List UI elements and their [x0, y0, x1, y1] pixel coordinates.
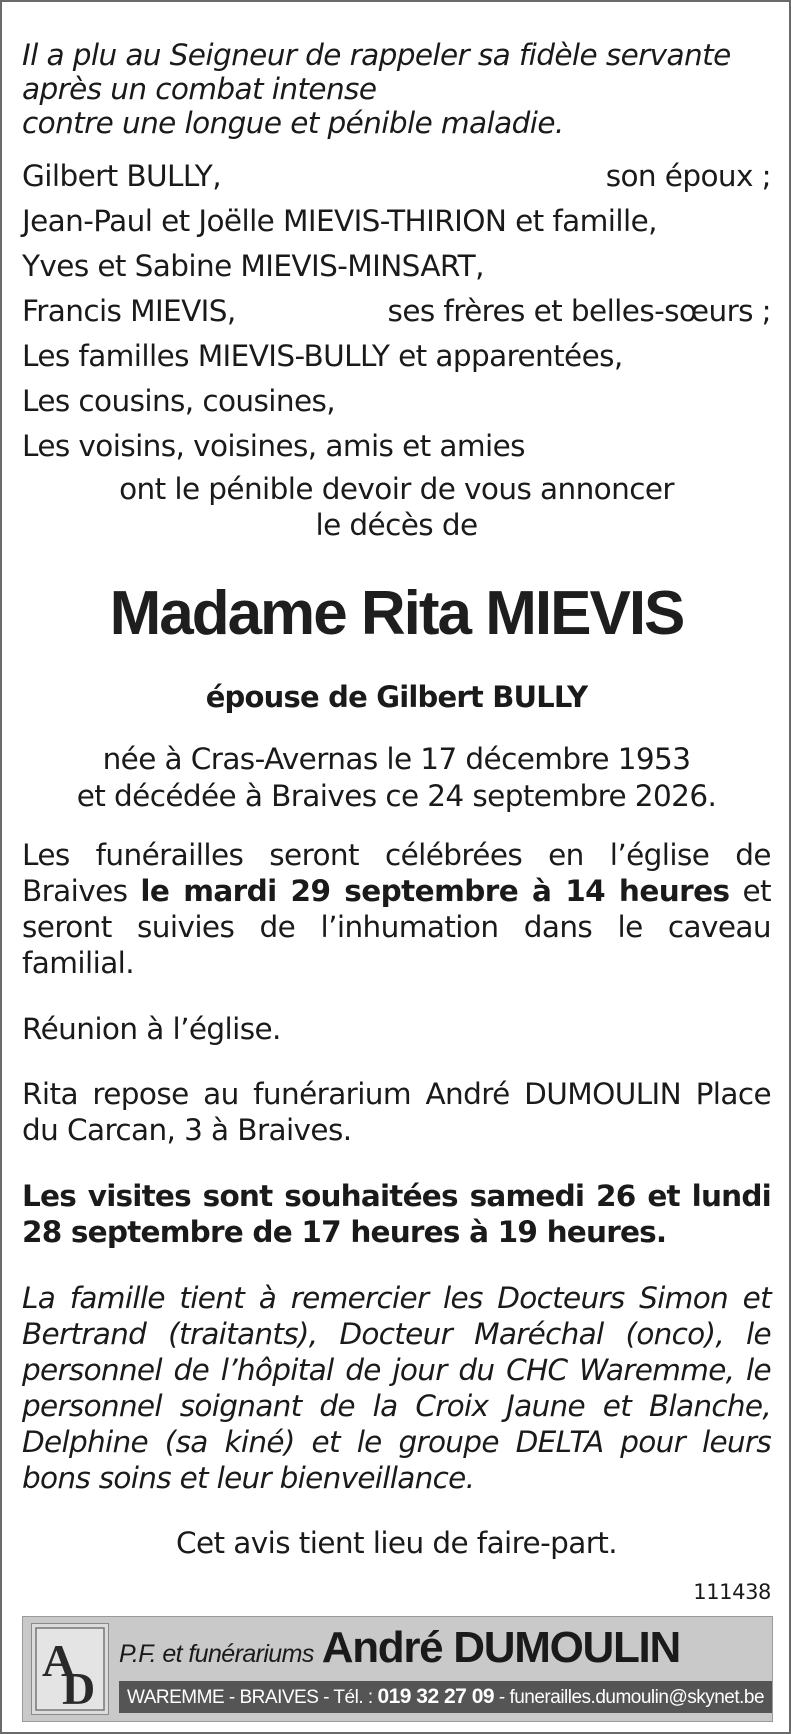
- ad-logo-icon: [32, 1624, 108, 1714]
- svg-text:D: D: [62, 1663, 96, 1714]
- funeral-home-logo: [31, 1623, 109, 1715]
- deceased-name: Madame Rita MIEVIS: [109, 579, 684, 648]
- life-dates: [22, 741, 771, 815]
- family-relation: son époux ;: [605, 159, 771, 193]
- funeral-date-time: le mardi 29 septembre à 14 heures: [140, 874, 730, 908]
- family-name: Francis MIEVIS,: [22, 294, 236, 328]
- announcement: [22, 471, 771, 543]
- svg-text:A: A: [42, 1635, 76, 1686]
- family-name: Les familles MIEVIS-BULLY et apparentées,: [22, 339, 623, 373]
- family-name: Jean-Paul et Joëlle MIEVIS-THIRION et famille,: [22, 204, 657, 238]
- family-row: [22, 334, 771, 379]
- contact-locations: WAREMME - BRAIVES -: [127, 1687, 334, 1708]
- family-name: Gilbert BULLY,: [22, 159, 221, 193]
- repose-paragraph: Rita repose au funérarium André DUMOULIN Place du Carcan, 3 à Braives.: [22, 1077, 771, 1147]
- funeral-paragraph: [22, 837, 771, 981]
- family-row: [22, 424, 771, 469]
- visits-paragraph: Les visites sont souhaitées samedi 26 et lundi 28 septembre de 17 heures à 19 heures.: [22, 1178, 771, 1249]
- family-name: Les cousins, cousines,: [22, 384, 336, 418]
- reunion-paragraph: Réunion à l’église.: [22, 1011, 281, 1046]
- intro-line: après un combat intense: [22, 72, 377, 106]
- funeral-text-start: Les funérailles seront célébrées en l’église de Braives: [22, 838, 771, 908]
- family-row: [22, 289, 771, 334]
- funeral-home-title: [119, 1623, 680, 1673]
- funeral-home-prefix: P.F. et funérariums: [119, 1640, 314, 1668]
- family-row: [22, 199, 771, 244]
- family-name: Yves et Sabine MIEVIS-MINSART,: [22, 249, 484, 283]
- funeral-home-banner: [22, 1616, 773, 1722]
- notice-body: [22, 38, 771, 1561]
- contact-separator: -: [494, 1687, 510, 1708]
- family-row: [22, 154, 771, 199]
- announcement-line: ont le pénible devoir de vous annoncer: [119, 472, 674, 506]
- thanks-paragraph: La famille tient à remercier les Docteurs Simon et Bertrand (traitants), Docteur Maréchal (onco), le personnel de l’hôpital de jour du CHC Waremme, le personnel soignant de la Croix Jaune et Blanche, Delphine (sa kiné) et le groupe DELTA pour leurs bons soins et leur bienveillance.: [22, 1280, 771, 1495]
- family-row: [22, 244, 771, 289]
- family-row: [22, 379, 771, 424]
- family-relation: ses frères et belles-sœurs ;: [387, 294, 771, 328]
- contact-phone: 019 32 27 09: [377, 1685, 495, 1708]
- death-line: et décédée à Braives ce 24 septembre 2026.: [76, 779, 717, 813]
- intro-line: Il a plu au Seigneur de rappeler sa fidèle servante: [22, 38, 731, 72]
- faire-part-note: Cet avis tient lieu de faire-part.: [176, 1526, 617, 1560]
- announcement-line: le décès de: [315, 508, 478, 542]
- funeral-home-name: André DUMOULIN: [321, 1623, 680, 1672]
- family-name: Les voisins, voisines, amis et amies: [22, 429, 525, 463]
- intro-line: contre une longue et pénible maladie.: [22, 106, 564, 140]
- spouse-line: épouse de Gilbert BULLY: [205, 680, 588, 714]
- contact-email: funerailles.dumoulin@skynet.be: [509, 1687, 765, 1708]
- birth-line: née à Cras-Avernas le 17 décembre 1953: [102, 742, 691, 776]
- intro-text: [22, 38, 771, 140]
- reference-number: 111438: [693, 1580, 771, 1604]
- contact-phone-label: Tél. :: [333, 1687, 378, 1708]
- funeral-home-contact: [119, 1681, 772, 1713]
- family-list: [22, 154, 771, 469]
- funeral-text-end: et seront suivies de l’inhumation dans le caveau familial.: [22, 874, 771, 980]
